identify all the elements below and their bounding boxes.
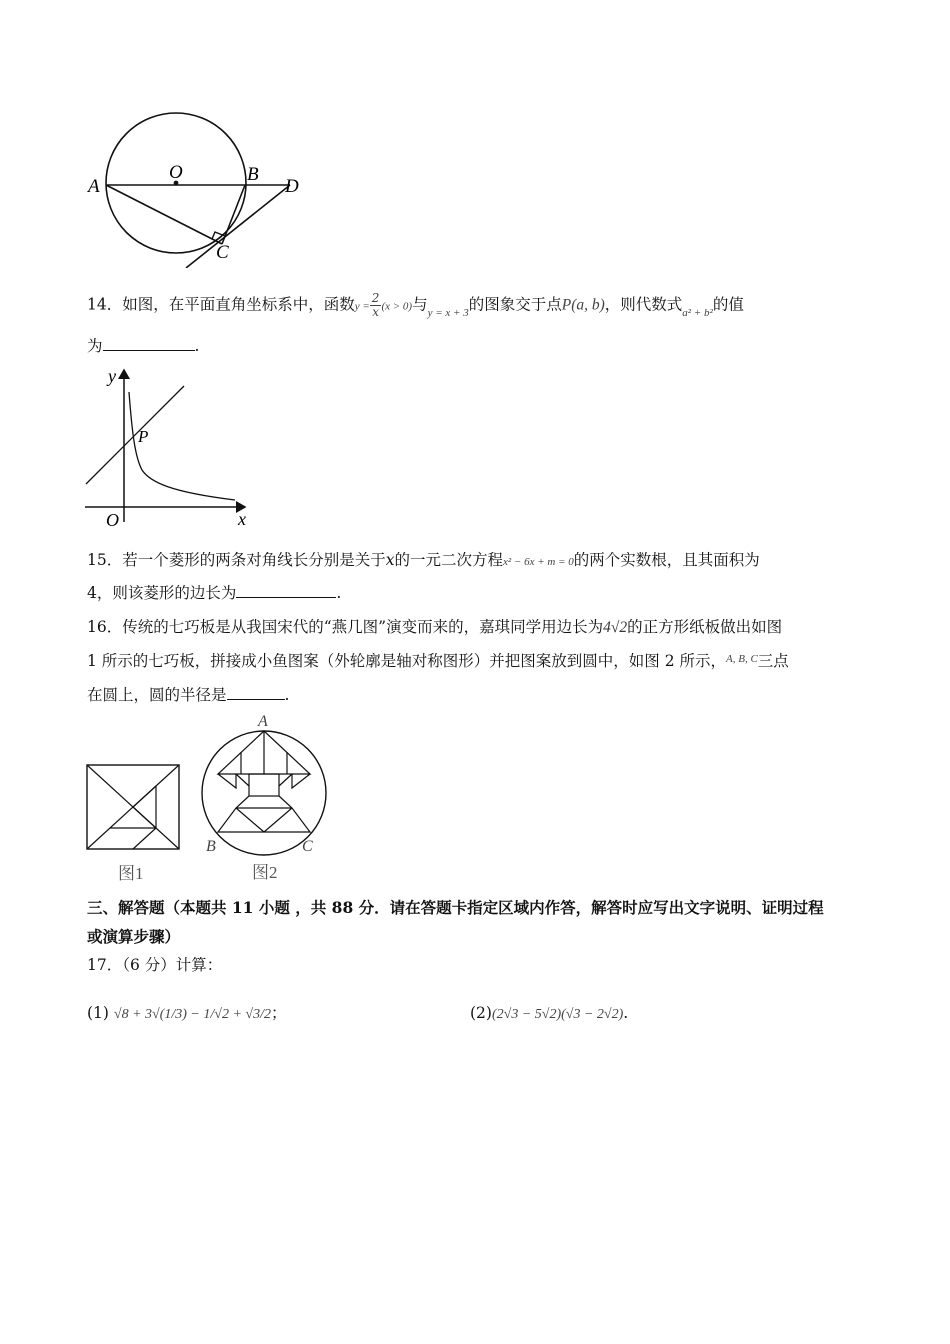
q16-line2	[87, 650, 789, 674]
fig13-chord-bc	[222, 185, 245, 244]
q14-label-p: P	[138, 427, 149, 446]
q14-label-x: x	[238, 509, 246, 529]
q16-end: .	[284, 686, 290, 704]
q14-label-y: y	[108, 366, 116, 386]
fig13-label-a: A	[88, 176, 100, 197]
fig13-label-o: O	[169, 162, 183, 183]
section3-title: 三、解答题（本题共 11 小题 ，共 88 分．请在答题卡指定区域内作答，解答时应写出文字说明、证明过程	[87, 898, 824, 917]
section3-line2	[87, 926, 180, 948]
q15-line1	[87, 549, 760, 573]
q15-line2	[87, 582, 341, 604]
q14-label-o: O	[106, 510, 119, 530]
fig2-label-b: B	[206, 838, 216, 855]
fig1-caption: 图1	[118, 864, 144, 883]
q17-p1-expr: √8 + 3√(1/3) − 1/√2 + √3/2	[113, 1007, 271, 1022]
fig13-label-b: B	[247, 164, 259, 185]
q14-func1-lhs: y =	[354, 300, 370, 313]
q14-hyperbola-graph	[129, 392, 235, 500]
q16-line2a: 1 所示的七巧板，拼接成小鱼图案（外轮廓是轴对称图形）并把图案放到圆中，如图 2 所示，	[87, 652, 727, 670]
q17-p1-end: ；	[270, 1004, 287, 1022]
q14-graph	[80, 362, 260, 532]
q17-p2-end: .	[623, 1004, 629, 1022]
q15-var: x	[385, 551, 395, 569]
q15-line1c: 的两个实数根，且其面积为	[573, 551, 760, 569]
q14-expr: a² + b²	[682, 306, 713, 319]
q16-line1b: 的正方形纸板做出如图	[627, 618, 783, 636]
q14-func1-den: x	[372, 305, 379, 319]
q15-equation: x² − 6x + m = 0	[503, 556, 574, 568]
q17-p1-label: (1)	[87, 1004, 109, 1022]
q16-line3-text: 在圆上，圆的半径是	[87, 686, 227, 704]
fig13-chord-ac	[106, 185, 222, 244]
fig13-tangent-dc	[186, 185, 290, 268]
q16-line1	[87, 616, 782, 639]
fig13-circle-diagram	[80, 108, 320, 268]
section3-line1	[87, 897, 824, 919]
q17-p2-expr: (2√3 − 5√2)(√3 − 2√2)	[491, 1007, 624, 1022]
q14-func1-cond: (x > 0)	[381, 300, 413, 313]
fig13-label-d: D	[285, 176, 299, 197]
q15-line2-text: 4，则该菱形的边长为	[87, 584, 237, 602]
q16-fig1-tangram	[84, 762, 184, 887]
q16-points: A, B, C	[726, 653, 758, 665]
q15-answer-blank[interactable]	[236, 582, 336, 598]
q16-answer-blank[interactable]	[227, 684, 285, 700]
q16-line2b: 三点	[757, 652, 789, 670]
q14-mid1: 与	[412, 295, 428, 314]
q17-part2	[470, 1002, 628, 1026]
q14-answer-blank[interactable]	[103, 335, 195, 351]
q17-header-text: 17．（6 分）计算：	[87, 956, 223, 974]
q14-mid2: 的图象交于点	[468, 295, 562, 314]
q14-line1	[87, 292, 744, 319]
fig2-label-a: A	[258, 713, 268, 730]
section3-title-cont: 或演算步骤）	[87, 927, 181, 946]
q16-fig2-fish-circle	[196, 710, 336, 890]
q14-suffix: 的值	[712, 295, 744, 314]
q14-line2-text: 为	[87, 337, 103, 355]
q17-header	[87, 954, 222, 976]
q14-mid3: ，则代数式	[604, 295, 683, 314]
q14-end: .	[194, 337, 200, 355]
q15-line1a: 15．若一个菱形的两条对角线长分别是关于	[87, 551, 386, 569]
q14-func1-num: 2	[371, 291, 380, 305]
q14-line-graph	[86, 386, 184, 484]
q14-func1-fraction	[370, 292, 382, 319]
q17-p2-label: (2)	[470, 1004, 492, 1022]
q14-point: P(a, b)	[561, 296, 605, 314]
q14-prefix: 14．如图，在平面直角坐标系中，函数	[87, 295, 355, 314]
q14-line2	[87, 335, 199, 357]
fig13-label-c: C	[216, 242, 229, 263]
q16-line1a: 16．传统的七巧板是从我国宋代的“燕几图”演变而来的，嘉琪同学用边长为	[87, 618, 604, 636]
q16-line3	[87, 684, 289, 706]
q16-length: 4√2	[603, 619, 628, 636]
q15-line1b: 的一元二次方程	[394, 551, 503, 569]
q14-func2: y = x + 3	[427, 306, 469, 319]
fig2-caption: 图2	[252, 863, 278, 882]
q17-part1	[87, 1002, 287, 1026]
fig2-label-c: C	[302, 838, 313, 855]
q15-end: .	[336, 584, 342, 602]
